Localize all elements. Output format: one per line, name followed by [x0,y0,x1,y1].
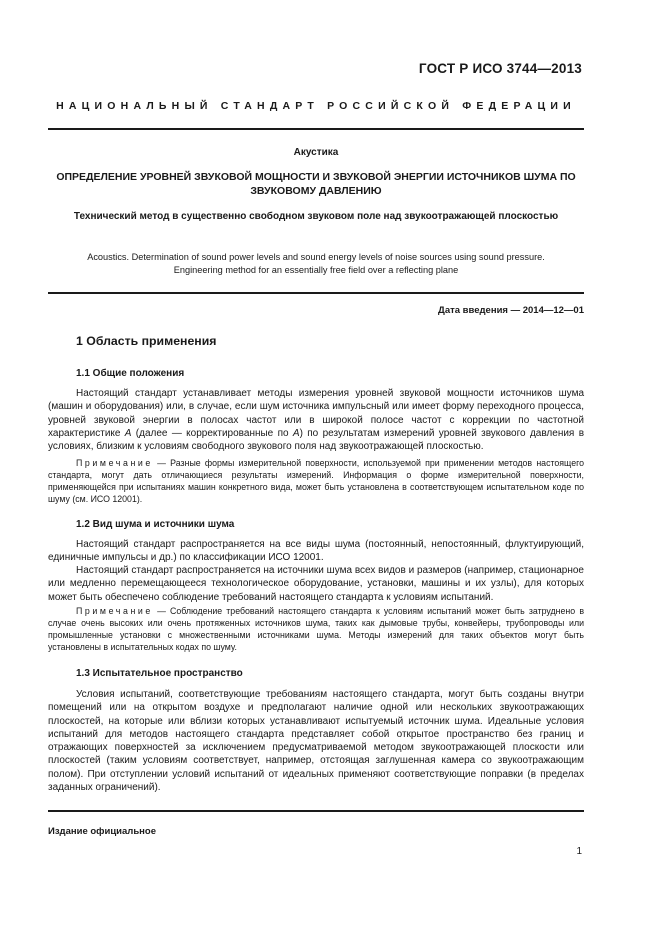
section-title-scope: 1 Область применения [76,334,217,348]
standard-code: ГОСТ Р ИСО 3744—2013 [418,61,582,76]
subsection-title-noise-type: 1.2 Вид шума и источники шума [76,519,235,530]
title-rule [48,292,584,294]
footer-rule [48,810,584,812]
subsection-title-test-space: 1.3 Испытательное пространство [76,668,243,679]
page-number: 1 [576,846,582,857]
edition-label: Издание официальное [48,826,156,837]
document-topic: Акустика [293,147,339,158]
english-title [48,251,584,276]
note-noise-sources: Примечание — Соблюдение требований настоящего стандарта к условиям испытаний может быть затруднено в случае очень высоких или очень протяженных источников шума, таких как дымовые трубы, конвейеры, трубопроводы или промышленные установки с множественными источниками шума. Методы измерений для таких объектов могут быть установлены в испытательных кодах по шуму. [48,606,584,652]
paragraph-noise-sources: Настоящий стандарт распространяется на источники шума всех видов и размеров (например, стационарное или медленно перемещающееся технологическое оборудование, установки, машины и их узлы), для которых может быть обеспечено соблюдение требований настоящего стандарта к условиям испытаний. [48,565,584,603]
header-rule [48,128,584,130]
paragraph-test-space: Условия испытаний, соответствующие требованиям настоящего стандарта, могут быть созданы внутри помещений или на открытом воздухе и предполагают наличие одной или нескольких звукоотражающих плоскостей, на которые или вблизи которых устанавливают испытуемый источник шума. Идеальные условия испытаний для методов настоящего стандарта представляет собой открытое пространство без границ и отражающих поверхностей за исключением предусматриваемой методом звукоотражающей плоскости или плоскостей (таким условиям соответствует, например, отстоящая заглушенная камера со звукоотражающим полом). При отступлении условий испытаний от идеальных применяют соответствующие поправки (в пределах заданных ограничений). [48,689,584,794]
paragraph-noise-type: Настоящий стандарт распространяется на все виды шума (постоянный, непостоянный, флуктуирующий, единичные импульсы и др.) по классификации ИСО 12001. [48,539,584,564]
english-title-line2: Engineering method for an essentially free field over a reflecting plane [173,264,459,275]
english-title-line1: Acoustics. Determination of sound power levels and sound energy levels of noise sources using sound pressure. [87,252,545,262]
introduction-date: Дата введения — 2014—12—01 [438,305,584,316]
paragraph-general: Настоящий стандарт устанавливает методы измерения уровней звуковой мощности источников шума (машин и оборудования) или, в случае, если шум источника импульсный или имеет форму переходного процесса, уровней звуковой энергии в полосах частот или в широкой полосе частот с коррекции по частотной характеристике A (далее — корректированные по A) по результатам измерений уровней звукового давления в условиях, близким к условиям свободного звукового поля над звукоотражающей плоскостью. [48,388,585,453]
national-standard-heading: НАЦИОНАЛЬНЫЙ СТАНДАРТ РОССИЙСКОЙ ФЕДЕРАЦИИ [56,100,576,112]
subsection-title-general: 1.1 Общие положения [76,368,185,379]
note-general: Примечание — Разные формы измерительной поверхности, используемой при применении методов настоящего стандарта, могут дать отличающиеся результаты измерений. Информация о форме измерительной поверхности, применяющейся при испытаниях машин конкретного вида, может быть установлена в соответствующем испытательном коде по шуму (см. ИСО 12001). [48,458,584,504]
document-title: ОПРЕДЕЛЕНИЕ УРОВНЕЙ ЗВУКОВОЙ МОЩНОСТИ И ЗВУКОВОЙ ЭНЕРГИИ ИСТОЧНИКОВ ШУМА ПО ЗВУКОВОМУ ДАВЛЕНИЮ [56,171,576,197]
document-subtitle: Технический метод в существенно свободном звуковом поле над звукоотражающей плоскостью [73,211,559,222]
